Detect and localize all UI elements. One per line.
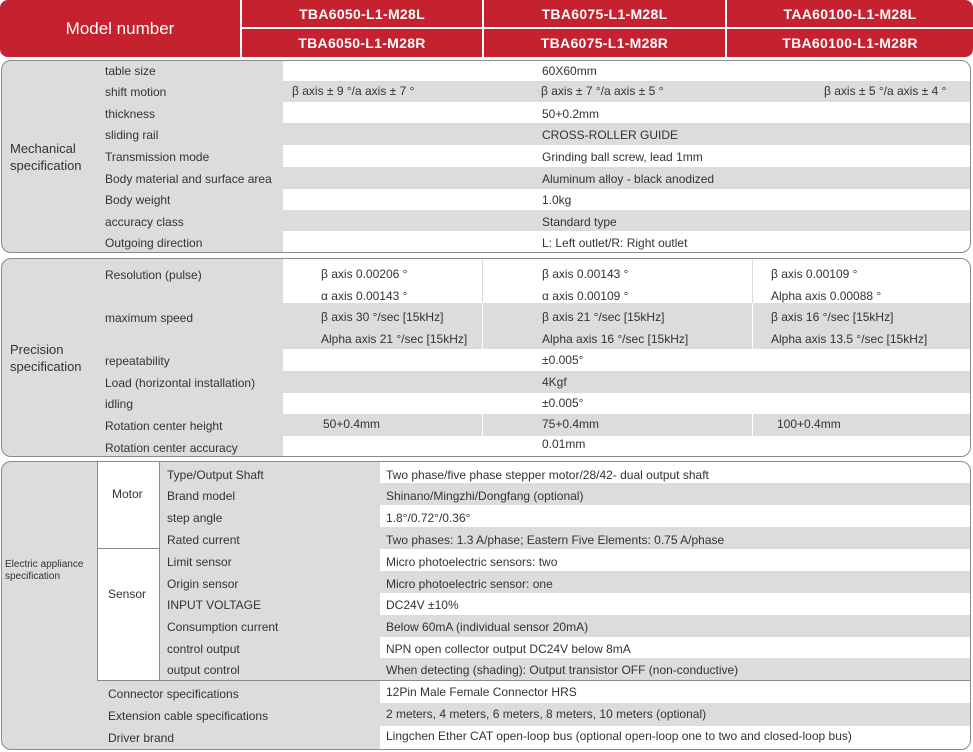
model-1-right-text: TBA6050-L1-M28R bbox=[298, 35, 426, 51]
model-3-left bbox=[727, 0, 973, 27]
mech-value-accuracy-class: Standard type bbox=[542, 215, 617, 229]
mechanical-title-text: Mechanical specification bbox=[10, 140, 82, 173]
model-2-left-text: TBA6075-L1-M28L bbox=[541, 5, 668, 22]
sensor-value-output-control: When detecting (shading): Output transistor OFF (non-conductive) bbox=[386, 663, 739, 677]
electric-title-bg-bottom bbox=[1, 680, 97, 749]
sensor-value-voltage: DC24V ±10% bbox=[386, 598, 459, 612]
mech-label-sliding-rail: sliding rail bbox=[105, 128, 159, 142]
mech-value-shift-3: β axis ± 5 °/a axis ± 4 ° bbox=[824, 84, 947, 98]
sensor-row-bg-1 bbox=[160, 571, 971, 593]
model-1-left-text: TBA6050-L1-M28L bbox=[299, 5, 425, 22]
model-2-right-text: TBA6075-L1-M28R bbox=[540, 35, 669, 51]
mech-value-body-material: Aluminum alloy - black anodized bbox=[542, 172, 715, 186]
elec-label-driver: Driver brand bbox=[108, 731, 175, 745]
mech-value-sliding-rail: CROSS-ROLLER GUIDE bbox=[542, 128, 679, 142]
mech-label-shift-motion: shift motion bbox=[105, 85, 167, 99]
prec-speed-2b: Alpha axis 16 °/sec [15kHz] bbox=[542, 332, 689, 346]
motor-value-type: Two phase/five phase stepper motor/28/42- dual output shaft bbox=[386, 468, 709, 482]
precision-section-title bbox=[1, 258, 97, 457]
mech-label-accuracy-class: accuracy class bbox=[105, 215, 184, 229]
model-2-left bbox=[484, 0, 725, 27]
mech-label-transmission: Transmission mode bbox=[105, 150, 210, 164]
sensor-label-limit: Limit sensor bbox=[167, 555, 232, 569]
mech-value-shift-1: β axis ± 9 °/a axis ± 7 ° bbox=[292, 84, 415, 98]
mech-row-bg-3 bbox=[97, 123, 971, 145]
motor-label-brand: Brand model bbox=[167, 489, 236, 503]
mech-value-table-size: 60X60mm bbox=[542, 64, 597, 78]
motor-value-brand: Shinano/Mingzhi/Dongfang (optional) bbox=[386, 489, 584, 503]
sensor-group-label: Sensor bbox=[108, 587, 147, 601]
prec-speed-3a: β axis 16 °/sec [15kHz] bbox=[771, 310, 894, 324]
mech-value-outgoing: L: Left outlet/R: Right outlet bbox=[542, 236, 688, 250]
precision-title-text: Precision specification bbox=[10, 341, 82, 374]
sensor-label-control-output: control output bbox=[167, 642, 240, 656]
sensor-group-cell bbox=[97, 549, 159, 680]
prec-col-divider bbox=[482, 303, 483, 349]
prec-speed-3b: Alpha axis 13.5 °/sec [15kHz] bbox=[771, 332, 928, 346]
model-1-right bbox=[242, 29, 482, 57]
prec-label-resolution: Resolution (pulse) bbox=[105, 268, 202, 282]
model-number-label: Model number bbox=[65, 18, 175, 38]
electric-title-text: Electric appliance specification bbox=[5, 558, 84, 582]
mech-label-thickness: thickness bbox=[105, 107, 156, 121]
motor-label-current: Rated current bbox=[167, 533, 240, 547]
prec-value-height-1: 50+0.4mm bbox=[323, 417, 381, 431]
prec-res-2a: β axis 0.00143 ° bbox=[542, 267, 629, 281]
elec-label-cable: Extension cable specifications bbox=[108, 709, 269, 723]
elec-value-cable: 2 meters, 4 meters, 6 meters, 8 meters, 10 meters (optional) bbox=[386, 707, 707, 721]
prec-value-accuracy: 0.01mm bbox=[542, 437, 586, 451]
prec-value-load: 4Kgf bbox=[542, 375, 567, 389]
sensor-value-limit: Micro photoelectric sensors: two bbox=[386, 555, 558, 569]
sensor-value-origin: Micro photoelectric sensor: one bbox=[386, 577, 553, 591]
prec-col-divider bbox=[752, 303, 753, 349]
sensor-value-consumption: Below 60mA (individual sensor 20mA) bbox=[386, 620, 589, 634]
motor-group-cell bbox=[97, 461, 159, 549]
prec-col-divider bbox=[752, 259, 753, 303]
mech-value-shift-2: β axis ± 7 °/a axis ± 5 ° bbox=[541, 84, 664, 98]
prec-col-divider bbox=[752, 414, 753, 436]
mechanical-section-title bbox=[1, 60, 97, 253]
motor-label-type: Type/Output Shaft bbox=[167, 468, 264, 482]
prec-speed-1b: Alpha axis 21 °/sec [15kHz] bbox=[321, 332, 468, 346]
elec-value-connector: 12Pin Male Female Connector HRS bbox=[386, 685, 577, 699]
sensor-value-control-output: NPN open collector output DC24V below 8mA bbox=[386, 642, 631, 656]
prec-speed-2a: β axis 21 °/sec [15kHz] bbox=[542, 310, 665, 324]
sensor-label-consumption: Consumption current bbox=[167, 620, 279, 634]
prec-res-2b: α axis 0.00109 ° bbox=[542, 289, 629, 303]
prec-col-divider bbox=[482, 414, 483, 436]
mech-label-body-weight: Body weight bbox=[105, 193, 171, 207]
prec-value-height-3: 100+0.4mm bbox=[777, 417, 841, 431]
model-3-right-text: TBA60100-L1-M28R bbox=[782, 35, 918, 51]
model-2-right bbox=[484, 29, 725, 57]
prec-res-3a: β axis 0.00109 ° bbox=[771, 267, 858, 281]
prec-value-height-2: 75+0.4mm bbox=[542, 417, 600, 431]
sensor-label-origin: Origin sensor bbox=[167, 577, 239, 591]
mech-label-table-size: table size bbox=[105, 64, 156, 78]
prec-col-divider bbox=[482, 259, 483, 303]
mech-label-body-material: Body material and surface area bbox=[105, 172, 272, 186]
elec-value-driver: Lingchen Ether CAT open-loop bus (optional open-loop one to two and closed-loop bus) bbox=[386, 729, 852, 743]
prec-speed-1a: β axis 30 °/sec [15kHz] bbox=[321, 310, 444, 324]
prec-label-accuracy: Rotation center accuracy bbox=[105, 441, 238, 455]
prec-res-1b: α axis 0.00143 ° bbox=[321, 289, 408, 303]
motor-label-step: step angle bbox=[167, 511, 223, 525]
prec-res-3b: Alpha axis 0.00088 ° bbox=[771, 289, 882, 303]
prec-label-repeat: repeatability bbox=[105, 354, 170, 368]
prec-label-idling: idling bbox=[105, 397, 134, 411]
sensor-label-voltage: INPUT VOLTAGE bbox=[167, 598, 262, 612]
model-3-right bbox=[727, 29, 973, 57]
model-3-left-text: TAA60100-L1-M28L bbox=[783, 5, 917, 22]
motor-value-current: Two phases: 1.3 A/phase; Eastern Five Elements: 0.75 A/phase bbox=[386, 533, 725, 547]
elec-label-connector: Connector specifications bbox=[108, 687, 239, 701]
mech-value-transmission: Grinding ball screw, lead 1mm bbox=[542, 150, 703, 164]
mech-value-body-weight: 1.0kg bbox=[542, 193, 572, 207]
prec-label-speed: maximum speed bbox=[105, 311, 194, 325]
model-1-left bbox=[242, 0, 482, 27]
mech-value-thickness: 50+0.2mm bbox=[542, 107, 600, 121]
motor-group-label: Motor bbox=[112, 487, 143, 501]
group-divider bbox=[97, 461, 98, 680]
electric-section-title bbox=[1, 461, 97, 680]
prec-value-idling: ±0.005° bbox=[542, 396, 584, 410]
prec-label-load: Load (horizontal installation) bbox=[105, 376, 256, 390]
sensor-label-output-control: output control bbox=[167, 663, 240, 677]
model-number-header bbox=[0, 0, 240, 57]
mech-label-outgoing: Outgoing direction bbox=[105, 236, 203, 250]
mech-row-bg-7 bbox=[97, 210, 971, 231]
prec-label-height: Rotation center height bbox=[105, 419, 223, 433]
motor-value-step: 1.8°/0.72°/0.36° bbox=[386, 511, 471, 525]
prec-value-repeat: ±0.005° bbox=[542, 353, 584, 367]
prec-res-1a: β axis 0.00206 ° bbox=[321, 267, 408, 281]
